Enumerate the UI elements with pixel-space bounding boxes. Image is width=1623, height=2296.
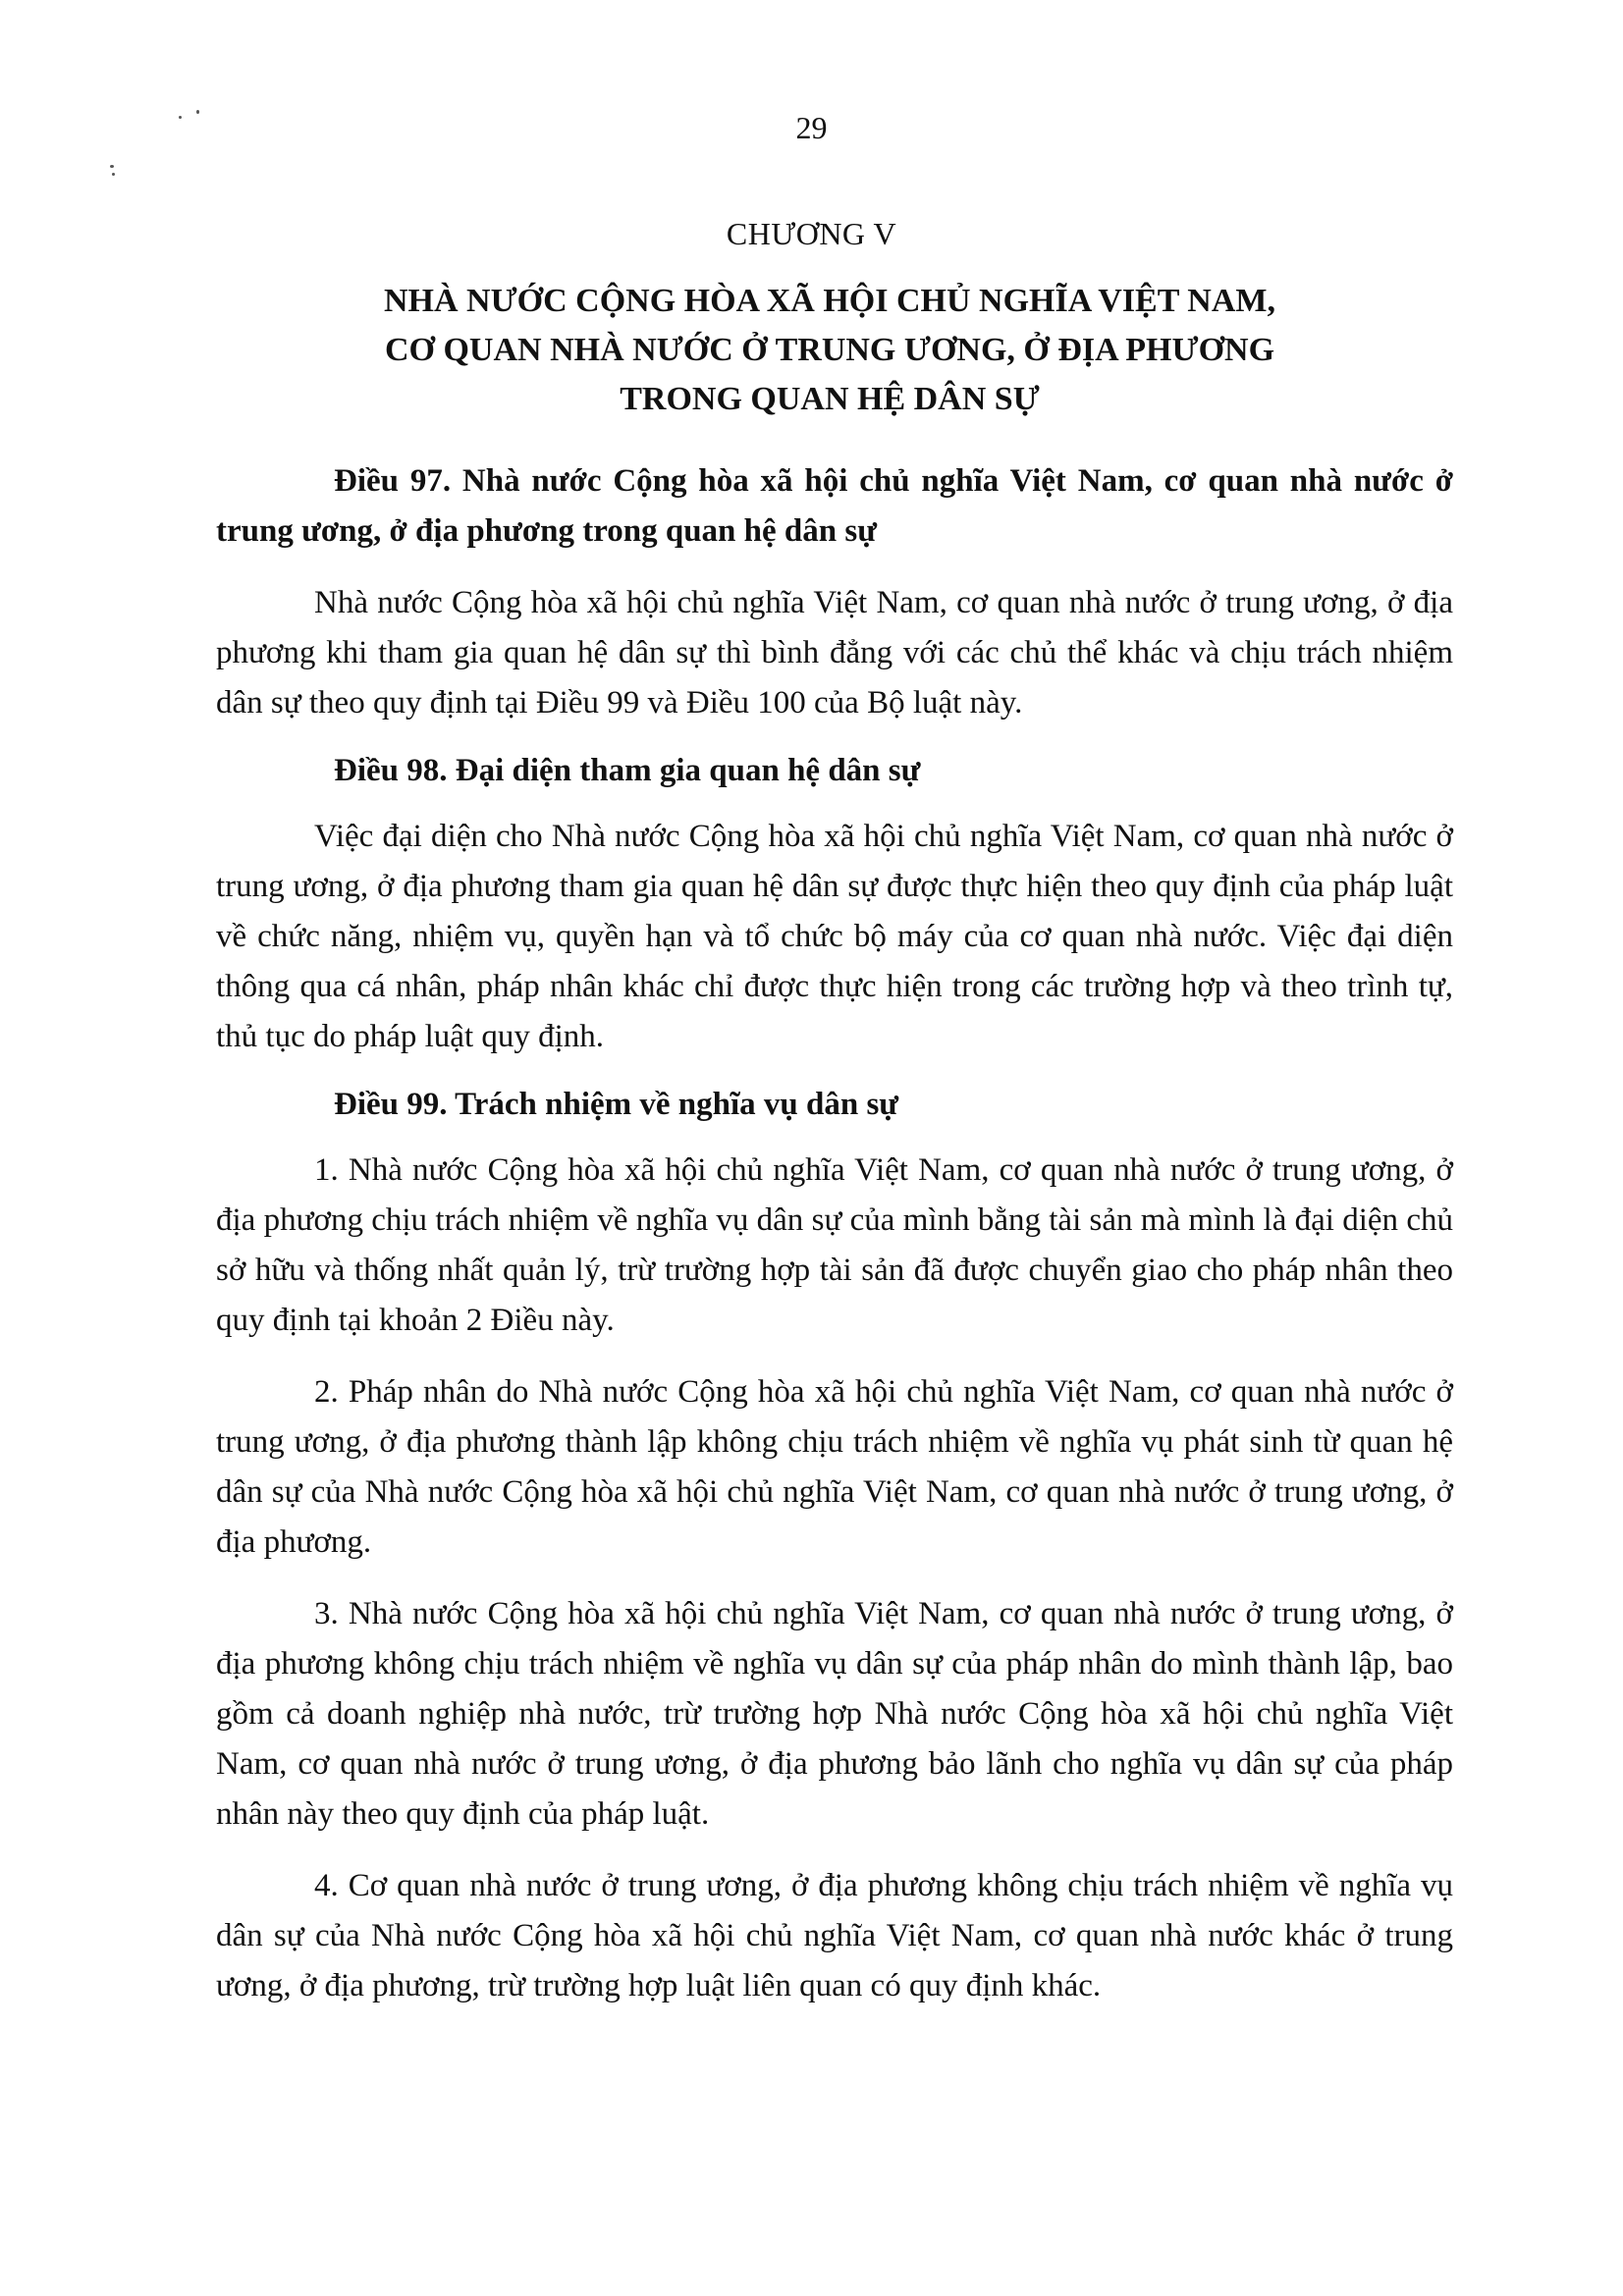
article-98-heading: Điều 98. Đại diện tham gia quan hệ dân sự <box>334 753 921 788</box>
article-99-clause-3: 3. Nhà nước Cộng hòa xã hội chủ nghĩa Việt Nam, cơ quan nhà nước ở trung ương, ở địa phương không chịu trách nhiệm về nghĩa vụ dân sự của pháp nhân do mình thành lập, bao gồm cả doanh nghiệp nhà nước, trừ trường hợp Nhà nước Cộng hòa xã hội chủ nghĩa Việt Nam, cơ quan nhà nước ở trung ương, ở địa phương bảo lãnh cho nghĩa vụ dân sự của pháp nhân này theo quy định của pháp luật. <box>216 1596 1453 1832</box>
article-97-paragraph: Nhà nước Cộng hòa xã hội chủ nghĩa Việt Nam, cơ quan nhà nước ở trung ương, ở địa phương khi tham gia quan hệ dân sự thì bình đẳng với các chủ thể khác và chịu trách nhiệm dân sự theo quy định tại Điều 99 và Điều 100 của Bộ luật này. <box>216 585 1453 721</box>
article-99-clause-2: 2. Pháp nhân do Nhà nước Cộng hòa xã hội chủ nghĩa Việt Nam, cơ quan nhà nước ở trung ương, ở địa phương thành lập không chịu trách nhiệm về nghĩa vụ phát sinh từ quan hệ dân sự của Nhà nước Cộng hòa xã hội chủ nghĩa Việt Nam, cơ quan nhà nước ở trung ương, ở địa phương. <box>216 1374 1453 1560</box>
article-99-clause-4: 4. Cơ quan nhà nước ở trung ương, ở địa phương không chịu trách nhiệm về nghĩa vụ dân sự của Nhà nước Cộng hòa xã hội chủ nghĩa Việt Nam, cơ quan nhà nước khác ở trung ương, ở địa phương, trừ trường hợp luật liên quan có quy định khác. <box>216 1868 1453 2003</box>
chapter-label: CHƯƠNG V <box>726 216 897 251</box>
chapter-title-line: NHÀ NƯỚC CỘNG HÒA XÃ HỘI CHỦ NGHĨA VIỆT NAM, <box>384 283 1275 319</box>
scan-speck <box>110 165 114 168</box>
article-97-heading: Điều 97. Nhà nước Cộng hòa xã hội chủ nghĩa Việt Nam, cơ quan nhà nước ở trung ương, ở địa phương trong quan hệ dân sự <box>216 463 1453 549</box>
article-99-heading: Điều 99. Trách nhiệm về nghĩa vụ dân sự <box>334 1087 899 1122</box>
document-body <box>216 456 1453 2023</box>
article-98-paragraph: Việc đại diện cho Nhà nước Cộng hòa xã hội chủ nghĩa Việt Nam, cơ quan nhà nước ở trung ương, ở địa phương tham gia quan hệ dân sự được thực hiện theo quy định của pháp luật về chức năng, nhiệm vụ, quyền hạn và tổ chức bộ máy của cơ quan nhà nước. Việc đại diện thông qua cá nhân, pháp nhân khác chỉ được thực hiện trong các trường hợp và theo trình tự, thủ tục do pháp luật quy định. <box>216 819 1453 1054</box>
page-number: 29 <box>795 110 828 145</box>
chapter-title-line: TRONG QUAN HỆ DÂN SỰ <box>620 381 1040 417</box>
article-99-clause-1: 1. Nhà nước Cộng hòa xã hội chủ nghĩa Việt Nam, cơ quan nhà nước ở trung ương, ở địa phương chịu trách nhiệm về nghĩa vụ dân sự của mình bằng tài sản mà mình là đại diện chủ sở hữu và thống nhất quản lý, trừ trường hợp tài sản đã được chuyển giao cho pháp nhân theo quy định tại khoản 2 Điều này. <box>216 1152 1453 1338</box>
chapter-title-line: CƠ QUAN NHÀ NƯỚC Ở TRUNG ƯƠNG, Ở ĐỊA PHƯƠNG <box>384 332 1275 368</box>
chapter-title <box>216 277 1443 424</box>
scan-speck <box>112 173 115 176</box>
